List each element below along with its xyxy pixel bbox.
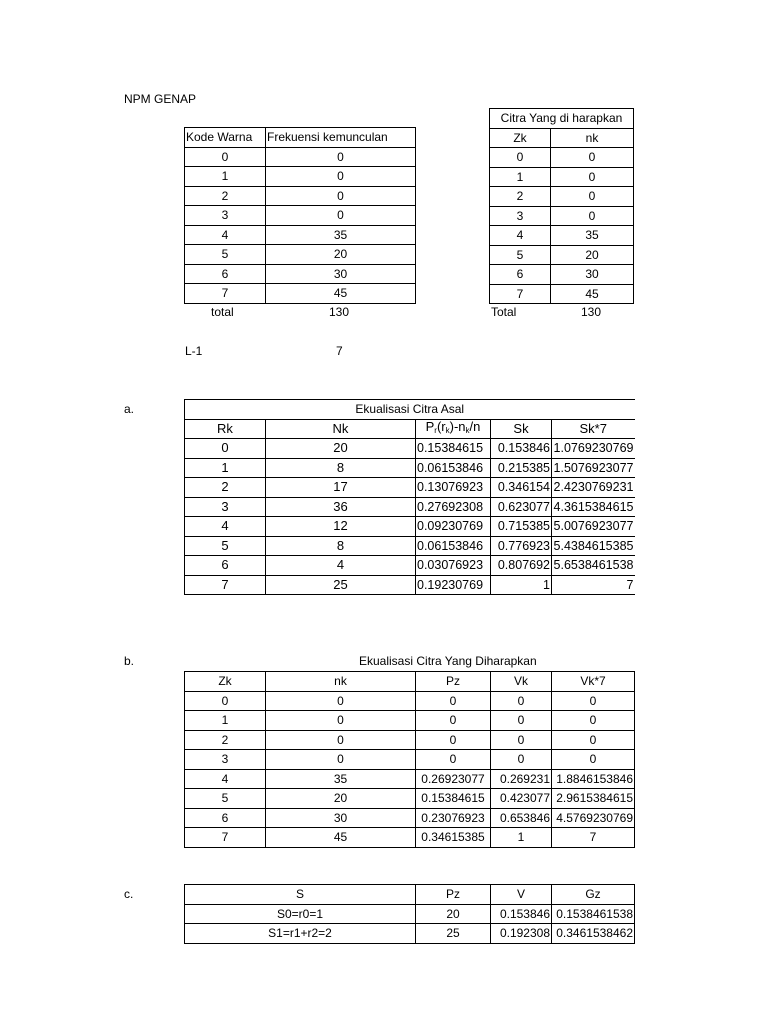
section-c-marker: c. [124, 887, 134, 901]
table-cell: 12 [266, 517, 416, 537]
table-cell: 0 [491, 730, 552, 750]
table-cell: 0.423077 [491, 789, 552, 809]
table-cell: 5 [185, 789, 266, 809]
table-row [185, 478, 635, 498]
table-cell: 2 [185, 186, 266, 206]
l1-value: 7 [336, 344, 343, 358]
table-cell: 0 [491, 711, 552, 731]
table-cell: 1.0769230769 [552, 439, 635, 459]
table-cell: 3 [185, 206, 266, 226]
table-cell: 0.06153846 [416, 536, 491, 556]
table-cell: 0.153846 [491, 439, 552, 459]
table-row [490, 226, 634, 246]
table-cell: 2.9615384615 [552, 789, 635, 809]
header-p-mid: (r [436, 419, 446, 434]
column-header [416, 419, 491, 439]
mapping-table [184, 884, 635, 944]
table-cell: 0.3461538462 [552, 924, 635, 944]
column-header: Nk [266, 419, 416, 439]
table-cell: 0 [266, 167, 416, 187]
table-cell: 45 [551, 284, 634, 304]
table-header-row [185, 128, 416, 148]
table-cell: 2.4230769231 [552, 478, 635, 498]
table-row [185, 284, 416, 304]
header-p-sub: r [434, 425, 437, 435]
header-p-sub: k [445, 425, 450, 435]
table-header-row [185, 419, 635, 439]
table-cell: 0.23076923 [416, 808, 491, 828]
table-row [490, 245, 634, 265]
column-header: Kode Warna [185, 128, 266, 148]
table-row [185, 575, 635, 595]
table-cell: 0.153846 [491, 904, 552, 924]
table-cell: 30 [266, 808, 416, 828]
table-cell: 0.215385 [491, 458, 552, 478]
table-header-row [185, 885, 635, 905]
table-title-row [185, 400, 635, 420]
table-cell: 0.623077 [491, 497, 552, 517]
table-cell: 4 [490, 226, 551, 246]
table-header-row [490, 128, 634, 148]
table-cell: 6 [185, 264, 266, 284]
table-cell: 0.269231 [491, 769, 552, 789]
table-cell: 5 [185, 536, 266, 556]
table-cell: 0 [185, 439, 266, 459]
table-cell: 0 [491, 750, 552, 770]
table-row [490, 284, 634, 304]
table-cell: 45 [266, 284, 416, 304]
table-cell: 1 [185, 167, 266, 187]
table-cell: 45 [266, 828, 416, 848]
expected-image-table [489, 108, 634, 304]
table-cell: 0 [185, 691, 266, 711]
table-cell: 1 [185, 711, 266, 731]
table-cell: 0.13076923 [416, 478, 491, 498]
table-cell: 0 [552, 691, 635, 711]
table-cell: 0.34615385 [416, 828, 491, 848]
table-cell: 0.715385 [491, 517, 552, 537]
table-cell: 0 [551, 187, 634, 207]
table-row [185, 147, 416, 167]
original-equalization-table [184, 399, 635, 595]
table-row [185, 808, 635, 828]
table-cell: 6 [185, 808, 266, 828]
table-cell: 20 [266, 245, 416, 265]
table-row [185, 497, 635, 517]
total-value: 130 [329, 305, 350, 319]
table-cell: 8 [266, 536, 416, 556]
table-cell: 0 [551, 206, 634, 226]
table-cell: 0.06153846 [416, 458, 491, 478]
table-cell: 0 [416, 711, 491, 731]
table-row [185, 439, 635, 459]
table-cell: 4 [185, 517, 266, 537]
header-p-mid: )-n [449, 419, 466, 434]
table-cell: 1 [490, 167, 551, 187]
section-b-marker: b. [124, 654, 135, 668]
table-cell: 0 [551, 148, 634, 168]
table-cell: 25 [416, 924, 491, 944]
column-header: Sk [491, 419, 552, 439]
table-title-row [490, 109, 634, 129]
column-header: Gz [552, 885, 635, 905]
table-row [185, 206, 416, 226]
table-cell: 5.4384615385 [552, 536, 635, 556]
table-cell: 4 [266, 556, 416, 576]
column-header: Sk*7 [552, 419, 635, 439]
column-header: Rk [185, 419, 266, 439]
table-row [185, 186, 416, 206]
table-cell: 2 [185, 730, 266, 750]
table-cell: 25 [266, 575, 416, 595]
header-p-main: P [425, 419, 435, 434]
column-header: Vk [491, 672, 552, 692]
table-header-row [185, 672, 635, 692]
table-cell: 0 [185, 147, 266, 167]
table-cell: 20 [416, 904, 491, 924]
table-cell: 0.192308 [491, 924, 552, 944]
table-cell: 7 [552, 575, 635, 595]
header-p-sub: k [465, 425, 470, 435]
table-cell: 0.346154 [491, 478, 552, 498]
table-row [185, 225, 416, 245]
table-cell: 5.0076923077 [552, 517, 635, 537]
table-cell: 20 [266, 789, 416, 809]
table-cell: 1 [491, 575, 552, 595]
table-cell: 0.03076923 [416, 556, 491, 576]
column-header: nk [551, 128, 634, 148]
table-cell: 0.19230769 [416, 575, 491, 595]
column-header: S [185, 885, 416, 905]
column-header: Vk*7 [552, 672, 635, 692]
table-row [490, 148, 634, 168]
table-cell: 0 [266, 711, 416, 731]
table-cell: 0.15384615 [416, 439, 491, 459]
table-cell: 4 [185, 769, 266, 789]
table-cell: S0=r0=1 [185, 904, 416, 924]
table-cell: 1 [185, 458, 266, 478]
table-cell: 0 [416, 750, 491, 770]
table-cell: 0.653846 [491, 808, 552, 828]
table-row [185, 691, 635, 711]
table-cell: 30 [266, 264, 416, 284]
table-cell: 0.776923 [491, 536, 552, 556]
table-row [185, 556, 635, 576]
table-row [490, 167, 634, 187]
table-row [185, 536, 635, 556]
table-cell: 0 [552, 750, 635, 770]
l1-label: L-1 [185, 344, 203, 358]
table-cell: 36 [266, 497, 416, 517]
table-cell: 7 [490, 284, 551, 304]
table-cell: 0 [551, 167, 634, 187]
table-cell: 8 [266, 458, 416, 478]
table-row [185, 769, 635, 789]
table-cell: 0 [266, 691, 416, 711]
table-cell: 7 [185, 828, 266, 848]
table-cell: 0 [266, 147, 416, 167]
table-cell: 3 [185, 750, 266, 770]
table-cell: 5 [185, 245, 266, 265]
column-header: Zk [490, 128, 551, 148]
column-header: Pz [416, 885, 491, 905]
table-cell: 3 [490, 206, 551, 226]
table-cell: 0 [266, 186, 416, 206]
table-cell: 4.5769230769 [552, 808, 635, 828]
table-cell: 30 [551, 265, 634, 285]
table-cell: 7 [185, 575, 266, 595]
table-cell: 0 [266, 206, 416, 226]
table-cell: 0.15384615 [416, 789, 491, 809]
table-cell: 0 [552, 730, 635, 750]
table-cell: 0.09230769 [416, 517, 491, 537]
table-row [185, 904, 635, 924]
table-cell: 0 [552, 711, 635, 731]
table-cell: 2 [185, 478, 266, 498]
table-cell: 0.807692 [491, 556, 552, 576]
table-cell: 6 [490, 265, 551, 285]
total-value: 130 [581, 305, 602, 319]
table-cell: 0 [266, 750, 416, 770]
table-row [185, 517, 635, 537]
column-header: Zk [185, 672, 266, 692]
table-title: Ekualisasi Citra Yang Diharapkan [359, 654, 537, 668]
table-cell: 20 [266, 439, 416, 459]
table-cell: 35 [551, 226, 634, 246]
table-cell: 4 [185, 225, 266, 245]
table-cell: 0 [266, 730, 416, 750]
total-label: total [211, 305, 234, 319]
table-row [185, 730, 635, 750]
table-row [185, 750, 635, 770]
total-label: Total [491, 305, 517, 319]
table-cell: 4.3615384615 [552, 497, 635, 517]
table-row [185, 245, 416, 265]
color-frequency-table [184, 127, 416, 304]
table-row [490, 206, 634, 226]
table-cell: 5 [490, 245, 551, 265]
table-cell: 1 [491, 828, 552, 848]
table-row [490, 265, 634, 285]
table-row [185, 458, 635, 478]
table-row [185, 789, 635, 809]
table-row [490, 187, 634, 207]
section-a-marker: a. [124, 402, 135, 416]
table-cell: 1.8846153846 [552, 769, 635, 789]
table-cell: 0.27692308 [416, 497, 491, 517]
table-title: Ekualisasi Citra Asal [185, 400, 635, 420]
table-row [185, 167, 416, 187]
table-cell: 7 [185, 284, 266, 304]
table-cell: 0.26923077 [416, 769, 491, 789]
column-header: nk [266, 672, 416, 692]
table-cell: 6 [185, 556, 266, 576]
table-cell: 0 [491, 691, 552, 711]
column-header: V [491, 885, 552, 905]
table-cell: 20 [551, 245, 634, 265]
column-header: Frekuensi kemunculan [266, 128, 416, 148]
column-header: Pz [416, 672, 491, 692]
table-cell: 35 [266, 225, 416, 245]
expected-equalization-table [184, 671, 635, 848]
page-title: NPM GENAP [124, 92, 197, 106]
table-row [185, 264, 416, 284]
table-cell: 2 [490, 187, 551, 207]
table-cell: 5.6538461538 [552, 556, 635, 576]
table-cell: 1.5076923077 [552, 458, 635, 478]
table-cell: 0 [416, 691, 491, 711]
table-cell: 7 [552, 828, 635, 848]
table-title: Citra Yang di harapkan [490, 109, 634, 129]
table-cell: 0 [416, 730, 491, 750]
table-cell: 0 [490, 148, 551, 168]
table-row [185, 711, 635, 731]
table-cell: S1=r1+r2=2 [185, 924, 416, 944]
table-row [185, 924, 635, 944]
table-cell: 17 [266, 478, 416, 498]
table-row [185, 828, 635, 848]
header-p-end: /n [469, 419, 481, 434]
table-cell: 3 [185, 497, 266, 517]
table-cell: 0.1538461538 [552, 904, 635, 924]
table-cell: 35 [266, 769, 416, 789]
